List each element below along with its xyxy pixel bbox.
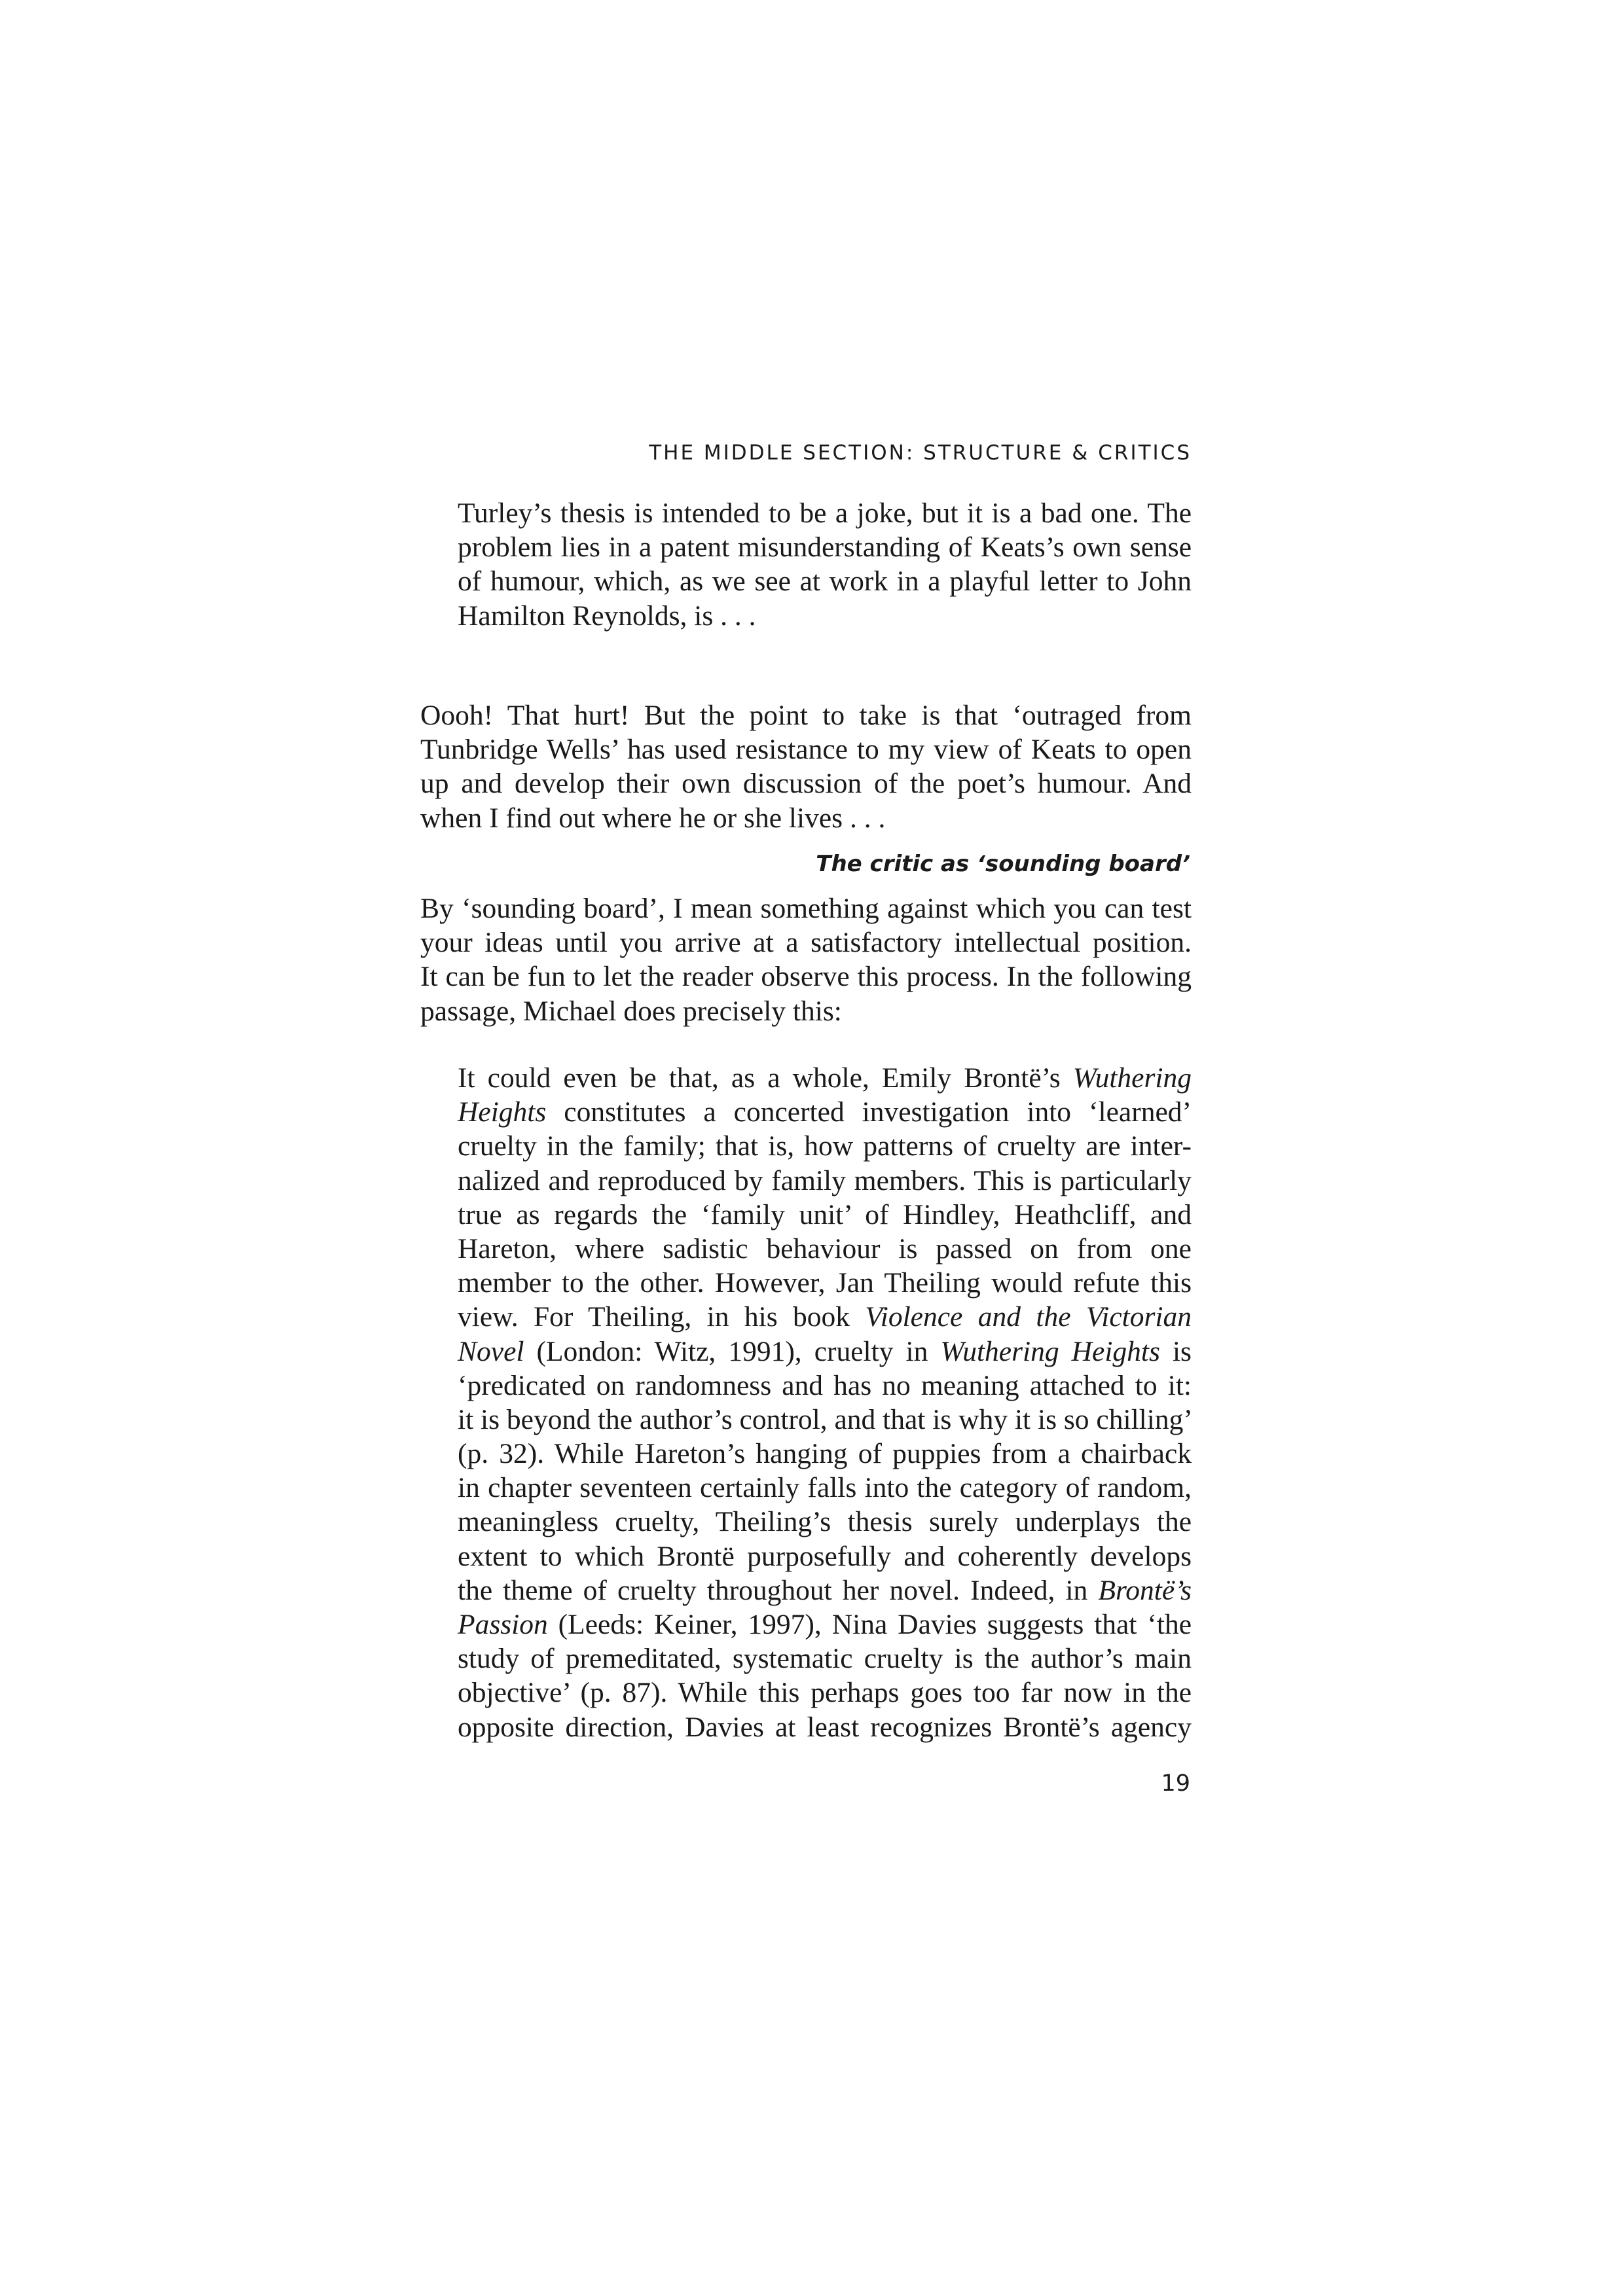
text-run: true as regards the ‘family unit’ of Hindley, Heathcliff, and [458,1198,1192,1230]
text-line: of humour, which, as we see at work in a playful letter to John [458,565,1192,598]
section-heading: The critic as ‘sounding board’ [816,851,1190,877]
italic-title-run: Heights [458,1096,547,1128]
text-line [458,1198,1192,1232]
text-run: meaningless cruelty, Theiling’s thesis surely underplays the [458,1506,1192,1538]
text-run: is [1159,1335,1192,1367]
text-line [458,1369,1192,1403]
text-line: By ‘sounding board’, I mean something against which you can test [420,893,1192,924]
text-line: when I find out where he or she lives . . . [420,802,886,834]
text-line [458,1300,1192,1334]
text-line [458,1710,1192,1744]
text-line [458,1607,1192,1641]
paragraph-sounding-board [420,891,1192,1028]
text-run: opposite direction, Davies at least recognizes Brontë’s agency [458,1711,1192,1743]
block-quote-michael [458,1061,1192,1744]
text-line [458,1403,1192,1437]
text-run: constitutes a concerted investigation into ‘learned’ [546,1096,1192,1128]
text-line: your ideas until you arrive at a satisfactory intellectual position. [420,927,1192,959]
italic-title-run: Brontë’s [1098,1574,1192,1606]
text-run: Hareton, where sadistic behaviour is passed on from one [458,1232,1192,1265]
running-head: THE MIDDLE SECTION: STRUCTURE & CRITICS [649,441,1192,465]
text-line [458,1437,1192,1471]
italic-title-run: Violence and the Victorian [865,1301,1192,1333]
page-number: 19 [1161,1770,1190,1797]
text-run: (London: Witz, 1991), cruelty in [524,1335,941,1367]
text-run: study of premeditated, systematic cruelty is the author’s main [458,1643,1192,1675]
italic-title-run: Passion [458,1609,548,1640]
text-line [458,1641,1192,1676]
text-run: extent to which Brontë purposefully and coherently develops [458,1540,1192,1572]
paragraph-response [420,698,1192,835]
text-line [458,1505,1192,1539]
italic-title-run: Novel [458,1335,524,1367]
text-line [458,1164,1192,1198]
text-line: It can be fun to let the reader observe this process. In the following [420,961,1192,993]
text-line [458,1471,1192,1505]
italic-title-run: Wuthering Heights [940,1335,1160,1367]
text-line: problem lies in a patent misunderstanding of Keats’s own sense [458,531,1192,564]
text-line: Oooh! That hurt! But the point to take is that ‘outraged from [420,700,1192,731]
text-run: (p. 32). While Hareton’s hanging of puppies from a chairback [458,1438,1192,1470]
text-line: Tunbridge Wells’ has used resistance to my view of Keats to open [420,734,1192,766]
text-line [458,1539,1192,1573]
text-run: member to the other. However, Jan Theiling would refute this [458,1267,1192,1299]
text-run: cruelty in the family; that is, how patterns of cruelty are inter- [458,1130,1192,1162]
text-line [458,1061,1192,1095]
italic-title-run: Wuthering [1072,1062,1192,1094]
text-run: nalized and reproduced by family members. This is particularly [458,1164,1192,1196]
text-line [458,1676,1192,1710]
text-line: passage, Michael does precisely this: [420,995,842,1027]
text-run: (Leeds: Keiner, 1997), Nina Davies suggests that ‘the [547,1609,1192,1640]
text-line: Turley’s thesis is intended to be a joke, but it is a bad one. The [458,497,1192,529]
block-quote-turley [458,496,1192,633]
text-run: ‘predicated on randomness and has no meaning attached to it: [458,1369,1192,1401]
text-run: It could even be that, as a whole, Emily Brontë’s [458,1062,1073,1094]
text-run: view. For Theiling, in his book [458,1301,866,1333]
text-run: in chapter seventeen certainly falls into the category of random, [458,1472,1192,1504]
text-run: the theme of cruelty throughout her novel. Indeed, in [458,1574,1099,1606]
text-run: objective’ (p. 87). While this perhaps goes too far now in the [458,1677,1192,1709]
text-line: up and develop their own discussion of the poet’s humour. And [420,768,1192,800]
text-line [458,1335,1192,1369]
text-line: Hamilton Reynolds, is . . . [458,600,756,632]
text-line [458,1266,1192,1300]
text-line [458,1129,1192,1163]
text-line [458,1573,1192,1607]
text-run: it is beyond the author’s control, and that is why it is so chilling’ [458,1403,1193,1435]
text-line [458,1232,1192,1266]
text-line [458,1095,1192,1129]
